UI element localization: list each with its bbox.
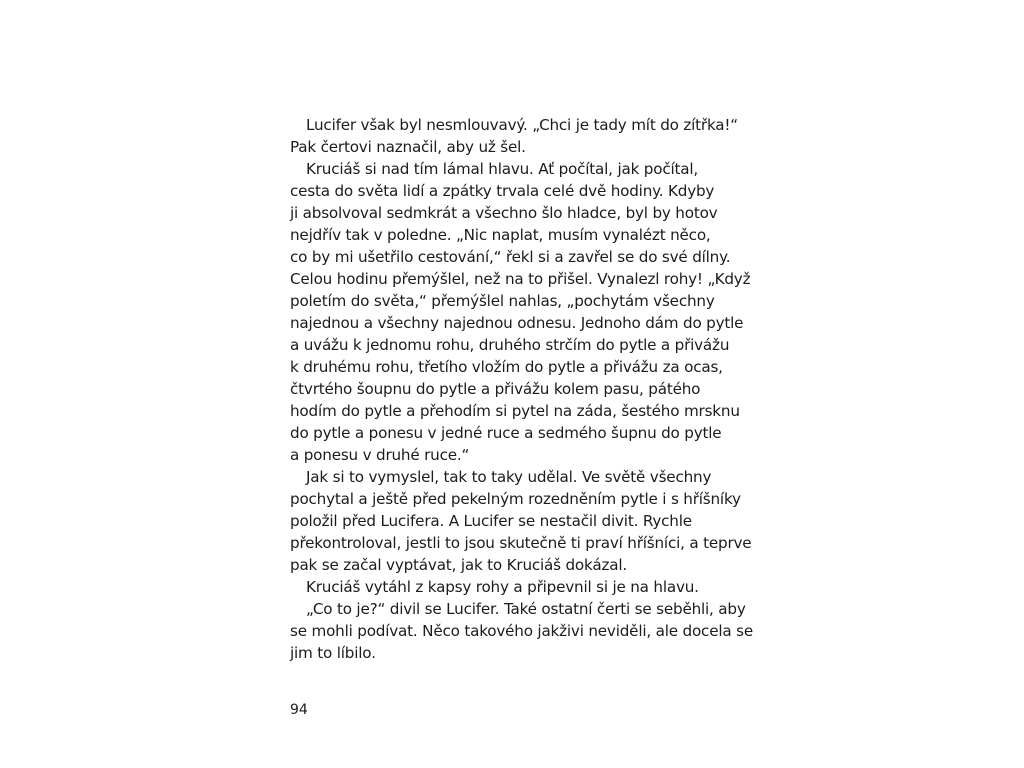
text-line: Jak si to vymyslel, tak to taky udělal. Ve světě všechny xyxy=(306,468,712,486)
text-line: překontroloval, jestli to jsou skutečně ti praví hříšníci, a teprve xyxy=(290,534,752,552)
text-line: co by mi ušetřilo cestování,“ řekl si a zavřel se do své dílny. xyxy=(290,248,731,266)
text-line: do pytle a ponesu v jedné ruce a sedmého šupnu do pytle xyxy=(290,424,722,442)
text-line: Kruciáš vytáhl z kapsy rohy a připevnil si je na hlavu. xyxy=(306,578,699,596)
text-line: „Co to je?“ divil se Lucifer. Také ostatní čerti se seběhli, aby xyxy=(306,600,746,618)
text-line: cesta do světa lidí a zpátky trvala celé dvě hodiny. Kdyby xyxy=(290,182,715,200)
text-line: najednou a všechny najednou odnesu. Jednoho dám do pytle xyxy=(290,314,744,332)
page-number: 94 xyxy=(290,702,308,718)
text-line: pochytal a ještě před pekelným rozedněním pytle i s hříšníky xyxy=(290,490,741,508)
text-line: Kruciáš si nad tím lámal hlavu. Ať počítal, jak počítal, xyxy=(306,160,699,178)
text-line: se mohli podívat. Něco takového jakživi neviděli, ale docela se xyxy=(290,622,753,640)
text-line: nejdřív tak v poledne. „Nic naplat, musím vynalézt něco, xyxy=(290,226,711,244)
body-text xyxy=(290,114,753,664)
text-line: k druhému rohu, třetího vložím do pytle a přivážu za ocas, xyxy=(290,358,723,376)
text-line: poletím do světa,“ přemýšlel nahlas, „pochytám všechny xyxy=(290,292,715,310)
text-line: čtvrtého šoupnu do pytle a přivážu kolem pasu, pátého xyxy=(290,380,701,398)
text-line: Celou hodinu přemýšlel, než na to přišel. Vynalezl rohy! „Když xyxy=(290,270,751,288)
text-line: a ponesu v druhé ruce.“ xyxy=(290,446,470,464)
text-line: pak se začal vyptávat, jak to Kruciáš dokázal. xyxy=(290,556,627,574)
text-line: jim to líbilo. xyxy=(290,644,376,662)
text-line: položil před Lucifera. A Lucifer se nestačil divit. Rychle xyxy=(290,512,692,530)
text-line: Lucifer však byl nesmlouvavý. „Chci je tady mít do zítřka!“ xyxy=(306,116,738,134)
text-line: ji absolvoval sedmkrát a všechno šlo hladce, byl by hotov xyxy=(290,204,718,222)
text-line: hodím do pytle a přehodím si pytel na záda, šestého mrsknu xyxy=(290,402,740,420)
text-line: Pak čertovi naznačil, aby už šel. xyxy=(290,138,526,156)
text-line: a uvážu k jednomu rohu, druhého strčím do pytle a přivážu xyxy=(290,336,730,354)
